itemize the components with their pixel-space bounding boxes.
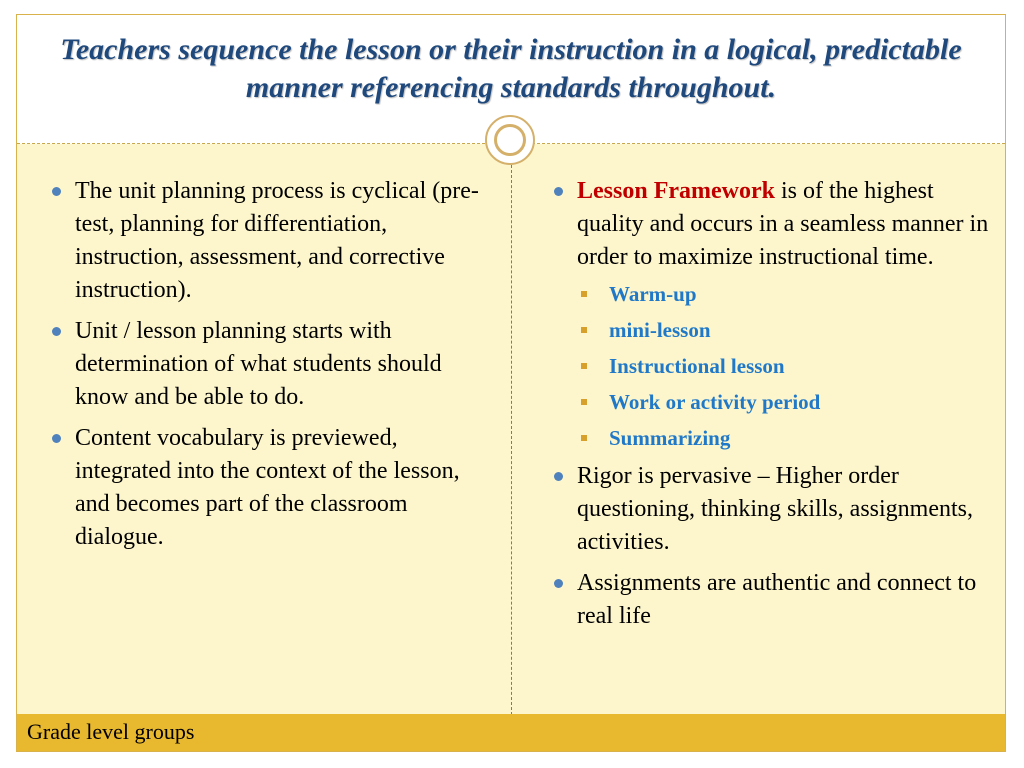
square-bullet-icon bbox=[581, 291, 587, 297]
right-bullet-rigor-text: Rigor is pervasive – Higher order questioning, thinking skills, assignments, activities. bbox=[577, 463, 974, 555]
bullet-dot-icon bbox=[554, 472, 563, 481]
lesson-framework-text: is of the highest quality and occurs in a seamless manner in order to maximize instructional time. bbox=[577, 178, 989, 270]
left-bullet-1 bbox=[49, 175, 489, 307]
divider-ring-ornament bbox=[485, 115, 535, 165]
sub-item-text: Instructional lesson bbox=[609, 354, 785, 378]
sub-item-text: Summarizing bbox=[609, 426, 731, 450]
footer-label: Grade level groups bbox=[27, 719, 195, 744]
lesson-framework-highlight: Lesson Framework bbox=[577, 178, 775, 204]
sub-item-text: Work or activity period bbox=[609, 390, 821, 414]
sub-item-mini-lesson bbox=[577, 316, 991, 344]
left-bullet-3-text: Content vocabulary is previewed, integrated into the context of the lesson, and becomes part of the classroom dialogue. bbox=[75, 425, 460, 550]
sub-item-text: Warm-up bbox=[609, 282, 697, 306]
sub-item-summarizing bbox=[577, 424, 991, 452]
right-bullet-rigor bbox=[551, 460, 991, 559]
bullet-dot-icon bbox=[52, 327, 61, 336]
sub-item-text: mini-lesson bbox=[609, 318, 711, 342]
right-bullet-assignments bbox=[551, 567, 991, 633]
slide-frame bbox=[16, 14, 1006, 752]
square-bullet-icon bbox=[581, 363, 587, 369]
bullet-dot-icon bbox=[52, 187, 61, 196]
footer-bar bbox=[17, 714, 1005, 751]
framework-sub-list bbox=[577, 280, 991, 452]
divider-ring-inner bbox=[494, 124, 526, 156]
bullet-dot-icon bbox=[52, 434, 61, 443]
left-bullet-2-text: Unit / lesson planning starts with determination of what students should know and be able to do. bbox=[75, 318, 442, 410]
left-column bbox=[49, 175, 489, 562]
sub-item-work-period bbox=[577, 388, 991, 416]
square-bullet-icon bbox=[581, 399, 587, 405]
sub-item-warm-up bbox=[577, 280, 991, 308]
right-bullet-assignments-text: Assignments are authentic and connect to real life bbox=[577, 570, 977, 629]
sub-item-instructional-lesson bbox=[577, 352, 991, 380]
right-column bbox=[551, 175, 991, 641]
bullet-dot-icon bbox=[554, 579, 563, 588]
left-bullet-1-text: The unit planning process is cyclical (pre-test, planning for differentiation, instruction, assessment, and corrective instruction). bbox=[75, 178, 479, 303]
slide-title: Teachers sequence the lesson or their instruction in a logical, predictable manner referencing standards throughout. bbox=[60, 33, 962, 104]
left-bullet-3 bbox=[49, 422, 489, 554]
left-bullet-2 bbox=[49, 315, 489, 414]
square-bullet-icon bbox=[581, 435, 587, 441]
square-bullet-icon bbox=[581, 327, 587, 333]
right-bullet-framework bbox=[551, 175, 991, 452]
column-divider bbox=[511, 165, 512, 715]
bullet-dot-icon bbox=[554, 187, 563, 196]
